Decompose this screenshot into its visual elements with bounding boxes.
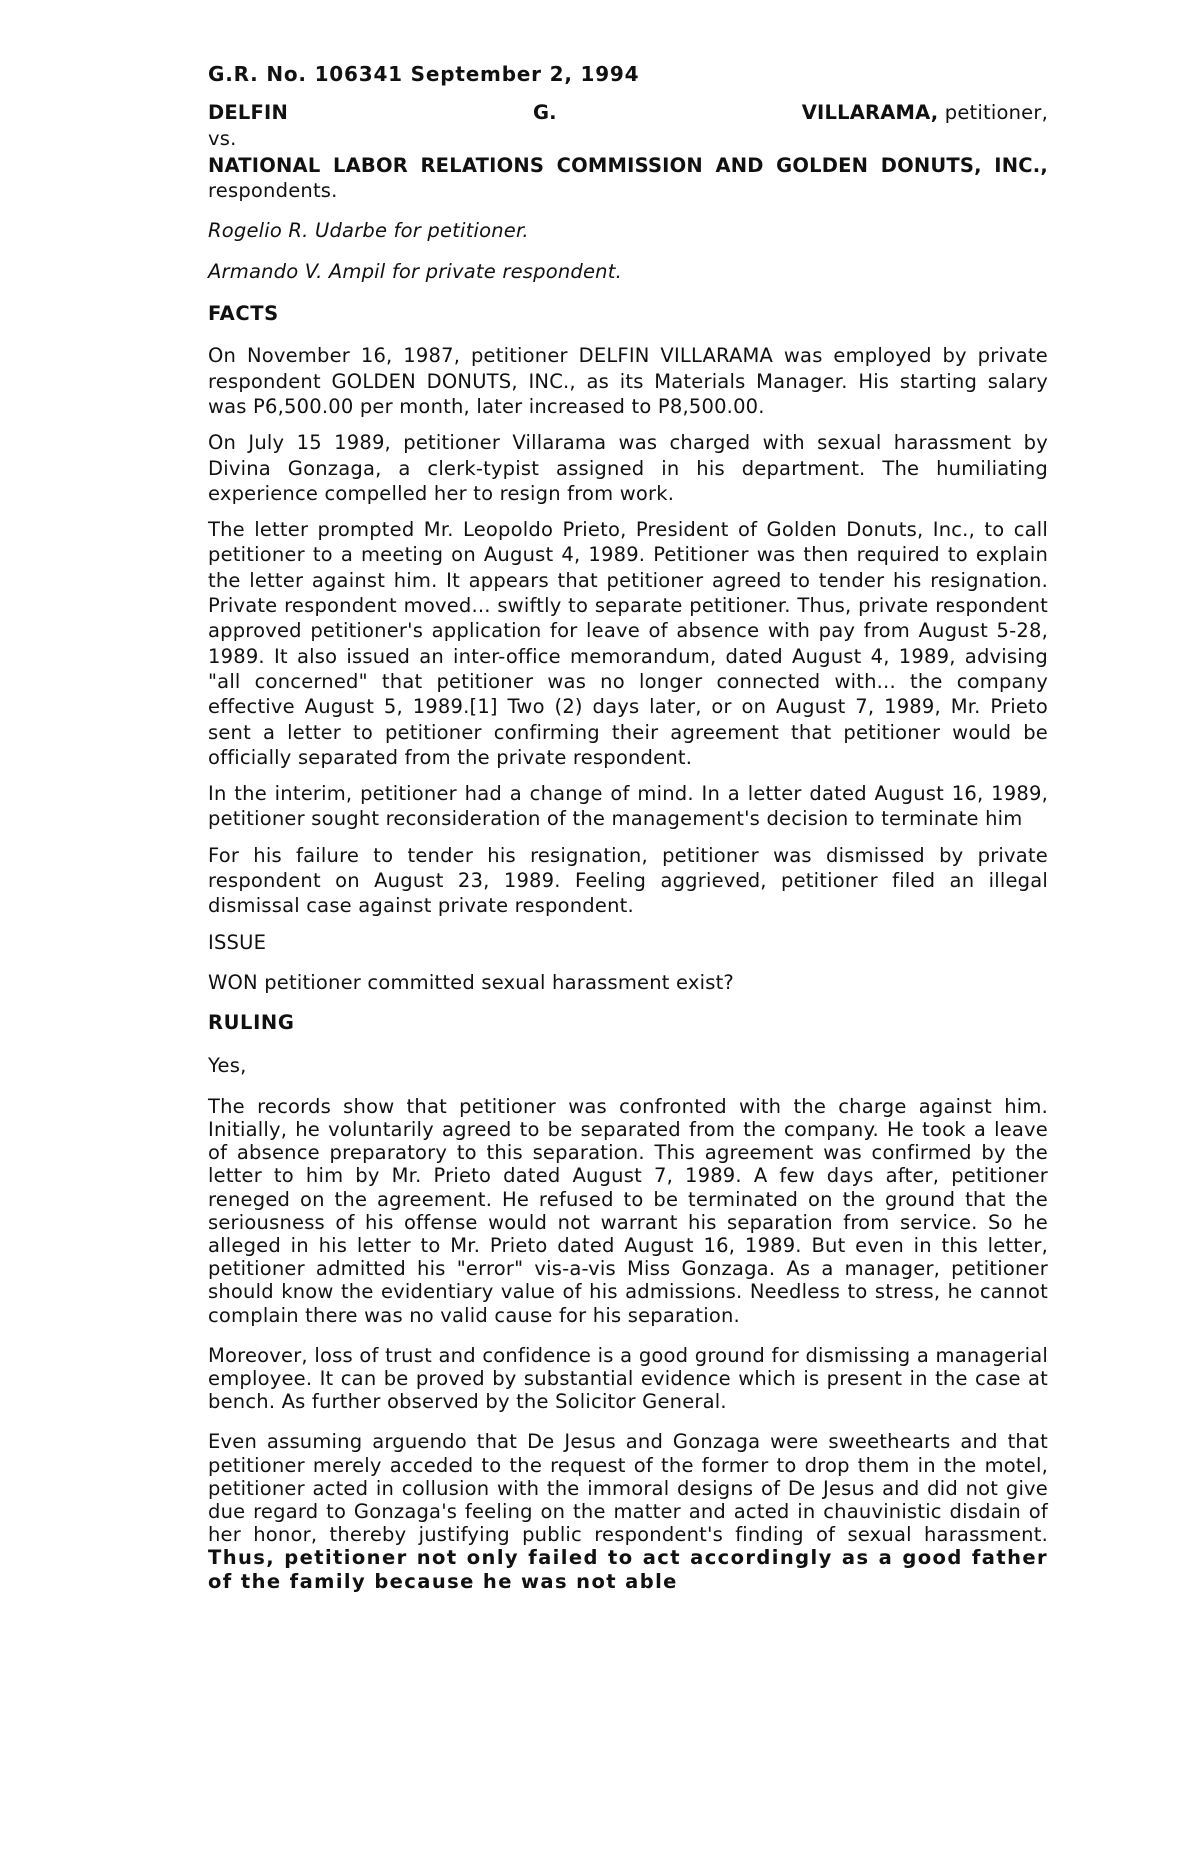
ruling-paragraph: Moreover, loss of trust and confidence is a good ground for dismissing a managerial employee. It can be proved by substantial evidence which is present in the case at bench. As further observed by the Solicitor General. xyxy=(208,1343,1048,1414)
respondents-role: respondents. xyxy=(208,179,338,203)
ruling-paragraph: The records show that petitioner was confronted with the charge against him. Initially, he voluntarily agreed to be separated from the company. He took a leave of absence preparatory to this separation. This agreement was confirmed by the letter to him by Mr. Prieto dated August 7, 1989. A few days after, petitioner reneged on the agreement. He refused to be terminated on the ground that the seriousness of his offense would not warrant his separation from service. So he alleged in his letter to Mr. Prieto dated August 16, 1989. But even in this letter, petitioner admitted his "error" vis-a-vis Miss Gonzaga. As a manager, petitioner should know the evidentiary value of his admissions. Needless to stress, he cannot complain there was no valid cause for his separation. xyxy=(208,1094,1048,1327)
facts-paragraph: In the interim, petitioner had a change of mind. In a letter dated August 16, 1989, petitioner sought reconsideration of the management's decision to terminate him xyxy=(208,782,1048,831)
ruling-heading: RULING xyxy=(208,1011,295,1035)
ruling-answer: Yes, xyxy=(208,1053,247,1077)
petitioner-line xyxy=(208,100,1048,125)
case-citation: G.R. No. 106341 September 2, 1994 xyxy=(208,62,640,86)
versus: vs. xyxy=(208,126,237,150)
petitioner-role: petitioner, xyxy=(938,101,1048,125)
facts-paragraph: On July 15 1989, petitioner Villarama was charged with sexual harassment by Divina Gonzaga, a clerk-typist assigned in his department. The humiliating experience compelled her to resign from work. xyxy=(208,431,1048,505)
facts-paragraph: The letter prompted Mr. Leopoldo Prieto, President of Golden Donuts, Inc., to call petitioner to a meeting on August 4, 1989. Petitioner was then required to explain the letter against him. It appears that petitioner agreed to tender his resignation. Private respondent moved... swiftly to separate petitioner. Thus, private respondent approved petitioner's application for leave of absence with pay from August 5-28, 1989. It also issued an inter-office memorandum, dated August 4, 1989, advising "all concerned" that petitioner was no longer connected with... the company effective August 5, 1989.[1] Two (2) days later, or on August 7, 1989, Mr. Prieto sent a letter to petitioner confirming their agreement that petitioner would be officially separated from the private respondent. xyxy=(208,518,1048,769)
document-page xyxy=(208,62,1048,1593)
petitioner-middle-initial: G. xyxy=(532,101,557,125)
counsel-respondent: Armando V. Ampil for private respondent. xyxy=(208,259,622,283)
ruling-last-plain: Even assuming arguendo that De Jesus and Gonzaga were sweethearts and that petitioner merely acceded to the request of the former to drop them in the motel, petitioner acted in collusion with the immoral designs of De Jesus and did not give due regard to Gonzaga's feeling on the matter and acted in chauvinistic disdain of her honor, thereby justifying public respondent's finding of sexual harassment. xyxy=(208,1430,1048,1547)
ruling-last-paragraph xyxy=(208,1430,1048,1592)
facts-paragraph: On November 16, 1987, petitioner DELFIN VILLARAMA was employed by private respondent GOLDEN DONUTS, INC., as its Materials Manager. His starting salary was P6,500.00 per month, later increased to P8,500.00. xyxy=(208,344,1048,418)
issue-heading: ISSUE xyxy=(208,930,267,954)
respondents-name: NATIONAL LABOR RELATIONS COMMISSION AND GOLDEN DONUTS, INC., xyxy=(208,153,1048,177)
petitioner-first-name: DELFIN xyxy=(208,101,289,125)
issue-text: WON petitioner committed sexual harassment exist? xyxy=(208,970,734,994)
petitioner-last-name: VILLARAMA, xyxy=(801,101,939,125)
petitioner-last-name-role xyxy=(802,100,1048,125)
respondents-line xyxy=(208,153,1048,204)
counsel-petitioner: Rogelio R. Udarbe for petitioner. xyxy=(208,219,529,243)
facts-heading: FACTS xyxy=(208,302,279,326)
ruling-last-bold: Thus, petitioner not only failed to act accordingly as a good father of the family because he was not able xyxy=(208,1546,1048,1593)
facts-paragraph: For his failure to tender his resignation, petitioner was dismissed by private respondent on August 23, 1989. Feeling aggrieved, petitioner filed an illegal dismissal case against private respondent. xyxy=(208,843,1048,918)
